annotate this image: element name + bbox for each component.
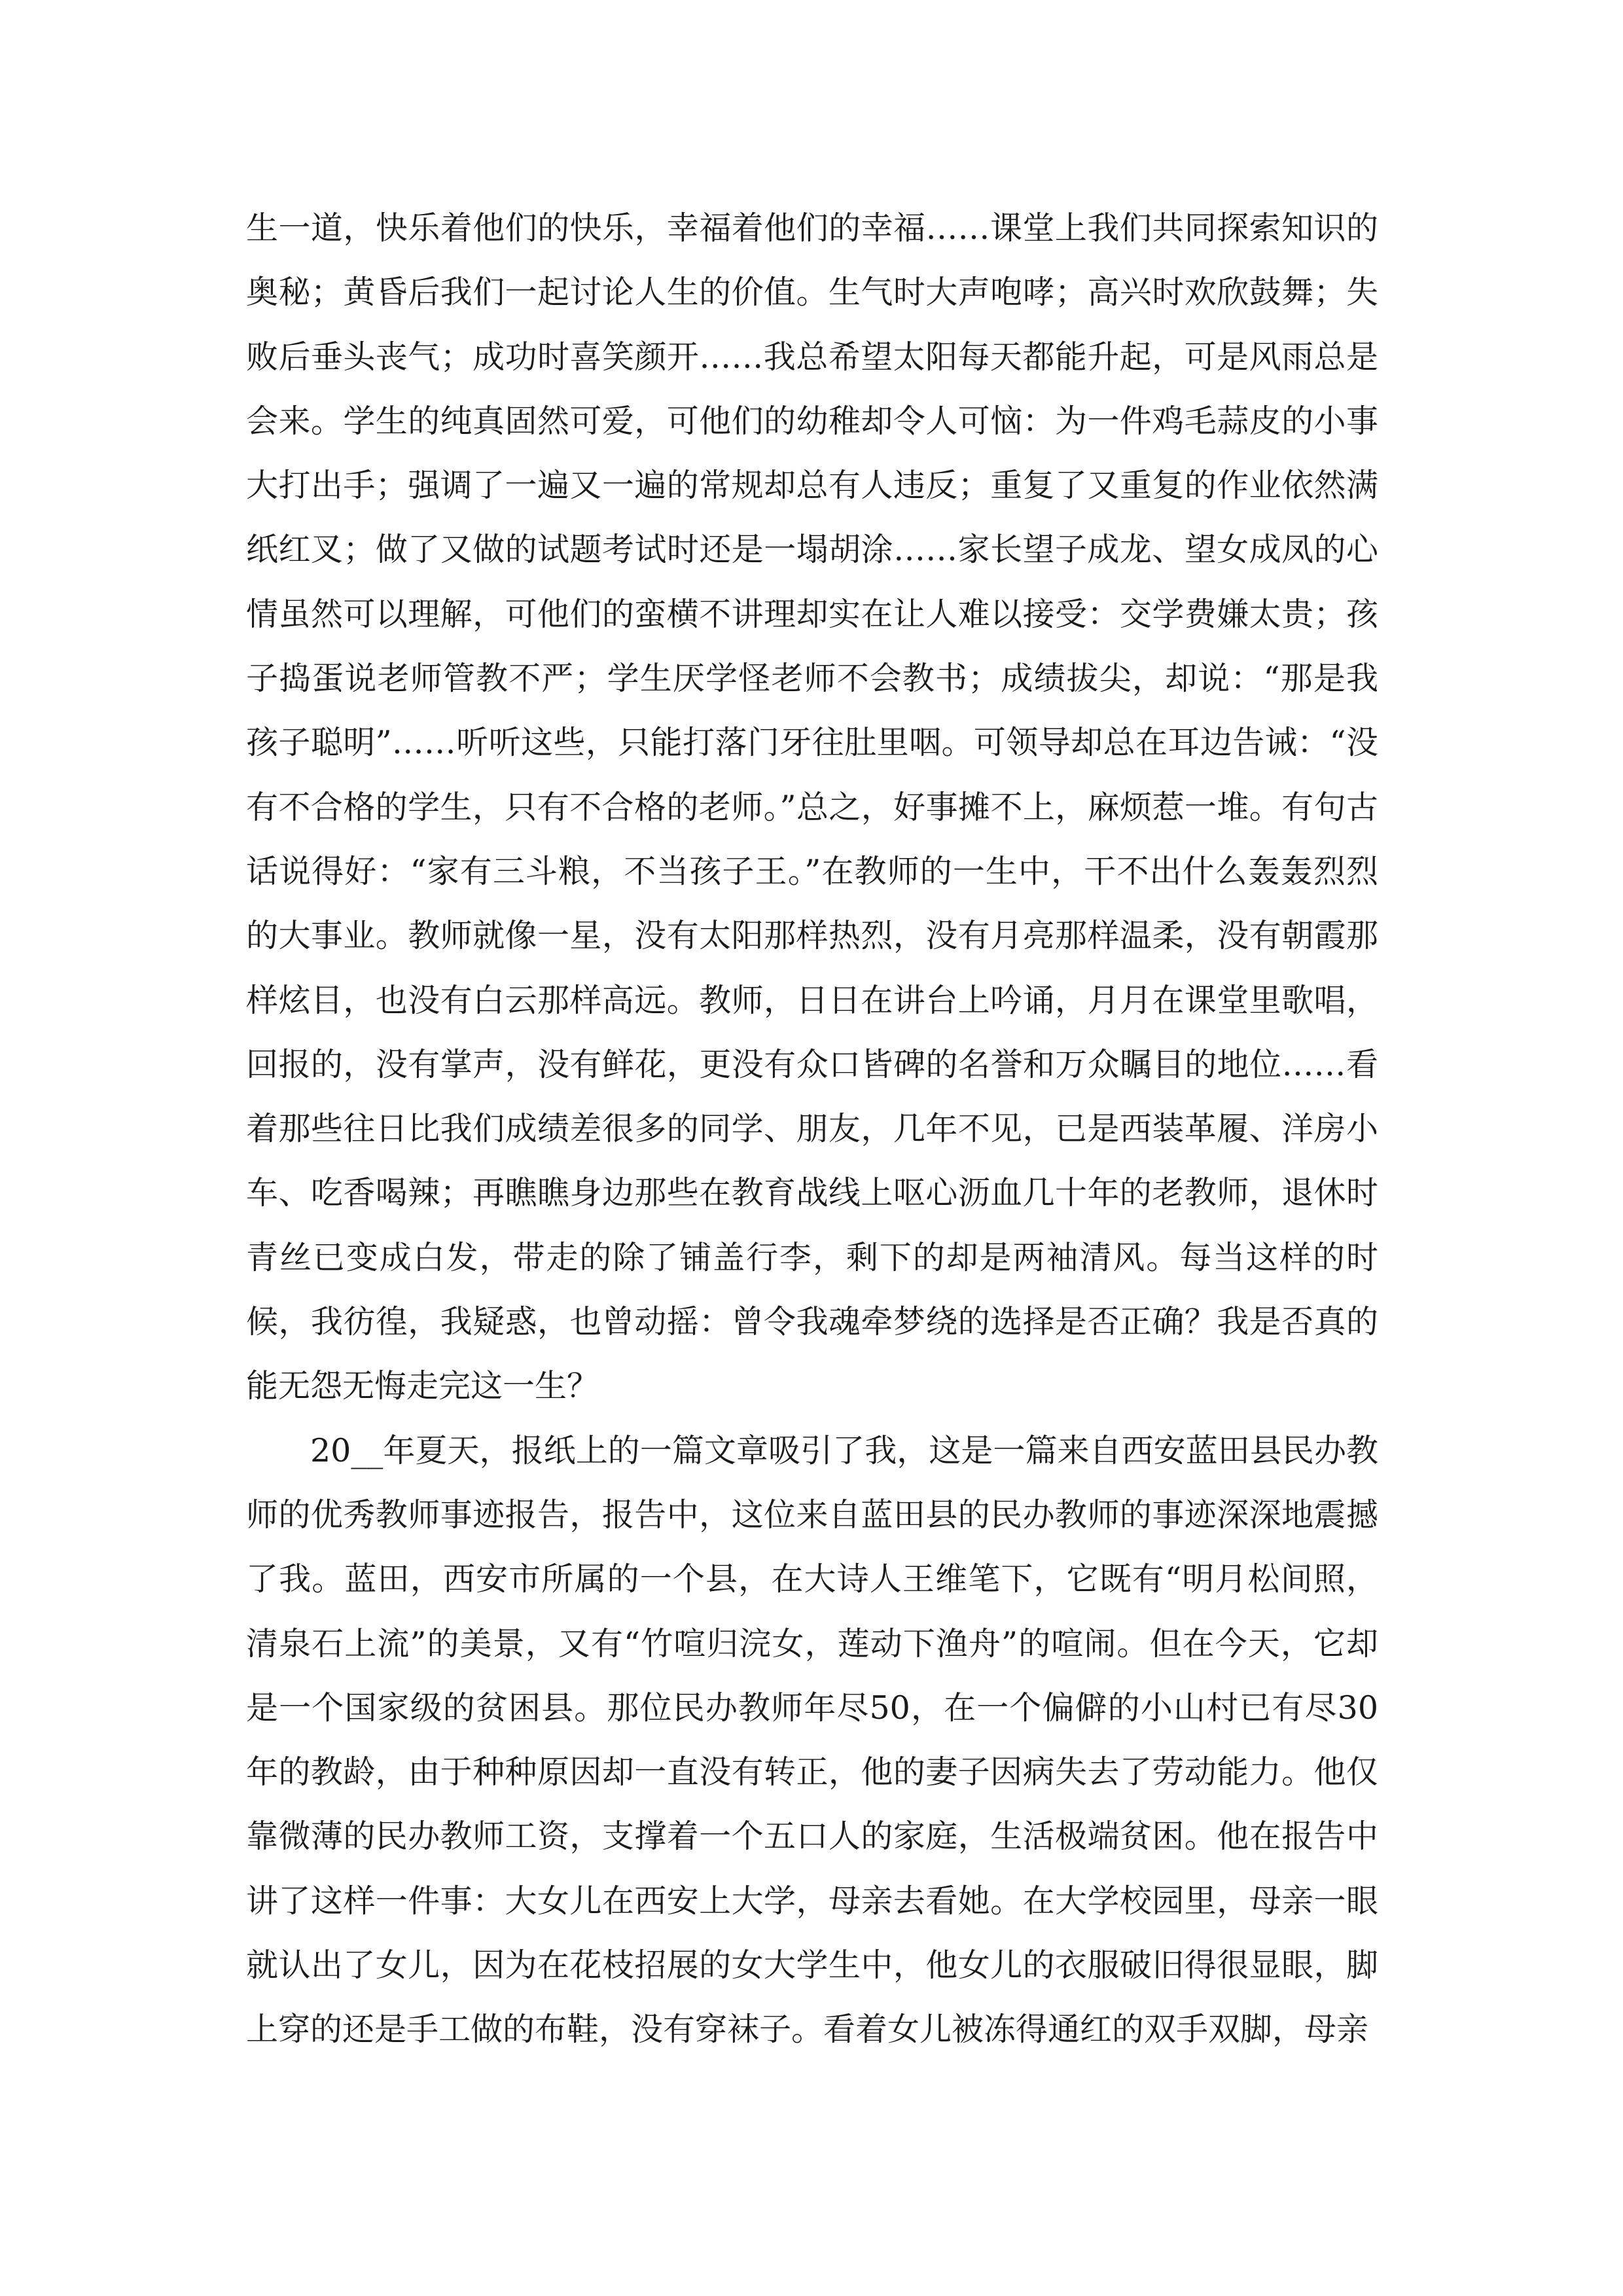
paragraph-1: 生一道，快乐着他们的快乐，幸福着他们的幸福……课堂上我们共同探索知识的奥秘；黄昏后我们一起讨论人生的价值。生气时大声咆哮；高兴时欢欣鼓舞；失败后垂头丧气；成功时喜笑颜开……我总希望太阳每天都能升起，可是风雨总是会来。学生的纯真固然可爱，可他们的幼稚却令人可恼：为一件鸡毛蒜皮的小事大打出手；强调了一遍又一遍的常规却总有人违反；重复了又重复的作业依然满纸红叉；做了又做的试题考试时还是一塌胡涂……家长望子成龙、望女成凤的心情虽然可以理解，可他们的蛮横不讲理却实在让人难以接受：交学费嫌太贵；孩子捣蛋说老师管教不严；学生厌学怪老师不会教书；成绩拔尖，却说：“那是我孩子聪明”……听听这些，只能打落门牙往肚里咽。可领导却总在耳边告诫：“没有不合格的学生，只有不合格的老师。”总之，好事摊不上，麻烦惹一堆。有句古话说得好：“家有三斗粮，不当孩子王。”在教师的一生中，干不出什么轰轰烈烈的大事业。教师就像一星，没有太阳那样热烈，没有月亮那样温柔，没有朝霞那样炫目，也没有白云那样高远。教师，日日在讲台上吟诵，月月在课堂里歌唱，回报的，没有掌声，没有鲜花，更没有众口皆碑的名誉和万众瞩目的地位……看着那些往日比我们成绩差很多的同学、朋友，几年不见，已是西装革履、洋房小车、吃香喝辣；再瞧瞧身边那些在教育战线上呕心沥血几十年的老教师，退休时青丝已变成白发，带走的除了铺盖行李，剩下的却是两袖清风。每当这样的时候，我彷徨，我疑惑，也曾动摇：曾令我魂牵梦绕的选择是否正确？我是否真的能无怨无悔走完这一生？ <box>246 209 1378 1405</box>
body-text <box>246 196 1378 2062</box>
paragraph-2: 20__年夏天，报纸上的一篇文章吸引了我，这是一篇来自西安蓝田县民办教师的优秀教师事迹报告，报告中，这位来自蓝田县的民办教师的事迹深深地震撼了我。蓝田，西安市所属的一个县，在大诗人王维笔下，它既有“明月松间照，清泉石上流”的美景，又有“竹喧归浣女，莲动下渔舟”的喧闹。但在今天，它却是一个国家级的贫困县。那位民办教师年尽50，在一个偏僻的小山村已有尽30年的教龄，由于种种原因却一直没有转正，他的妻子因病失去了劳动能力。他仅靠微薄的民办教师工资，支撑着一个五口人的家庭，生活极端贫困。他在报告中讲了这样一件事：大女儿在西安上大学，母亲去看她。在大学校园里，母亲一眼就认出了女儿，因为在花枝招展的女大学生中，他女儿的衣服破旧得很显眼，脚上穿的还是手工做的布鞋，没有穿袜子。看着女儿被冻得通红的双手双脚，母亲 <box>246 1431 1378 2049</box>
